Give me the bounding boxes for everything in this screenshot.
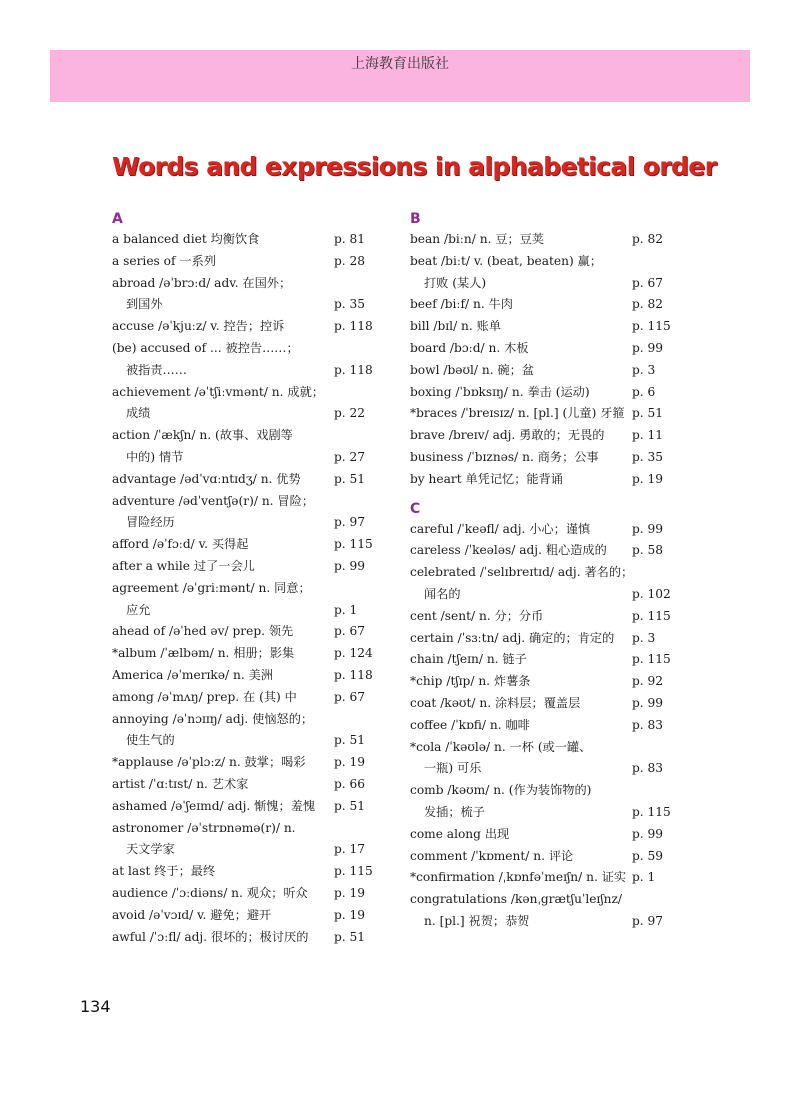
entry-page: p. 118 — [334, 667, 373, 682]
entry-text: come along 出现 — [410, 826, 510, 841]
page-number: 134 — [80, 997, 111, 1016]
entry-page: p. 1 — [334, 602, 358, 617]
entry-text: 成绩 — [126, 406, 151, 421]
entry-text: abroad /əˈbrɔːd/ adv. 在国外； — [112, 275, 292, 290]
entry-page: p. 3 — [632, 630, 656, 645]
entry-page: p. 97 — [334, 515, 366, 530]
entry-page: p. 51 — [632, 406, 664, 421]
entry-text: advantage /ədˈvɑːntɪdʒ/ n. 优势 — [112, 471, 301, 486]
glossary-entry — [112, 861, 384, 883]
glossary-entry — [410, 562, 682, 584]
publisher-name: 上海教育出版社 — [351, 56, 449, 72]
entry-text: *album /ˈælbəm/ n. 相册；影集 — [112, 646, 295, 661]
glossary-entry — [410, 780, 682, 802]
entry-page: p. 28 — [334, 253, 366, 268]
entry-text: avoid /əˈvɔɪd/ v. 避免；避开 — [112, 907, 272, 922]
section-gap — [410, 491, 682, 499]
entry-text: 到国外 — [126, 297, 163, 312]
entry-page: p. 99 — [632, 340, 664, 355]
glossary-entry — [112, 403, 384, 425]
entry-text: 冒险经历 — [126, 515, 175, 530]
entry-text: business /ˈbɪznəs/ n. 商务；公事 — [410, 449, 599, 464]
section-letter-b: B — [410, 211, 421, 227]
entry-text: *cola /ˈkəʊlə/ n. 一杯 (或一罐、 — [410, 739, 592, 754]
publisher-banner — [50, 50, 750, 102]
left-column — [112, 209, 384, 948]
glossary-entry — [410, 469, 682, 491]
entry-page: p. 83 — [632, 717, 664, 732]
section-letter-a: A — [112, 211, 123, 227]
glossary-entry — [410, 316, 682, 338]
entry-page: p. 11 — [632, 428, 664, 443]
glossary-entry — [410, 715, 682, 737]
glossary-entry — [112, 512, 384, 534]
glossary-entry — [112, 534, 384, 556]
glossary-entry — [410, 911, 682, 933]
entry-page: p. 124 — [334, 646, 373, 661]
entry-text: coat /kəʊt/ n. 涂料层；覆盖层 — [410, 695, 581, 710]
glossary-entry — [112, 491, 384, 513]
entry-page: p. 118 — [334, 319, 373, 334]
entry-text: cent /sent/ n. 分；分币 — [410, 608, 544, 623]
glossary-entry — [410, 425, 682, 447]
entry-text: *confirmation /ˌkɒnfəˈmeɪʃn/ n. 证实 — [410, 870, 627, 885]
entry-text: at last 终于；最终 — [112, 864, 216, 879]
entry-text: audience /ˈɔːdiəns/ n. 观众；听众 — [112, 885, 308, 900]
entry-text: beat /biːt/ v. (beat, beaten) 赢； — [410, 253, 602, 268]
entry-text: congratulations /kənˌgrætʃuˈleɪʃnz/ — [410, 892, 623, 907]
glossary-entry — [410, 273, 682, 295]
entry-page: p. 58 — [632, 543, 664, 558]
glossary-entry — [410, 628, 682, 650]
entry-text: artist /ˈɑːtɪst/ n. 艺术家 — [112, 776, 249, 791]
glossary-entry — [112, 338, 384, 360]
glossary-entry — [112, 687, 384, 709]
section-letter-c: C — [410, 500, 421, 517]
entry-text: chain /tʃeɪn/ n. 链子 — [410, 652, 527, 667]
entry-text: by heart 单凭记忆；能背诵 — [410, 471, 563, 486]
glossary-entry — [410, 693, 682, 715]
entry-page: p. 115 — [632, 652, 671, 667]
entry-page: p. 67 — [632, 275, 664, 290]
entry-text: 发插；梳子 — [424, 804, 485, 819]
entry-text: n. [pl.] 祝贺；恭贺 — [424, 913, 530, 928]
entry-text: a balanced diet 均衡饮食 — [112, 232, 260, 246]
entry-text: among /əˈmʌŋ/ prep. 在 (其) 中 — [112, 689, 297, 704]
entry-page: p. 51 — [334, 471, 366, 486]
glossary-entry — [112, 251, 384, 273]
page-title: Words and expressions in alphabetical order — [112, 152, 717, 181]
entry-text: America /əˈmerɪkə/ n. 美洲 — [112, 667, 273, 682]
entry-text: celebrated /ˈselɪbreɪtɪd/ adj. 著名的； — [410, 565, 634, 580]
entry-text: comb /kəʊm/ n. (作为装饰物的) — [410, 783, 592, 798]
entry-page: p. 17 — [334, 842, 366, 857]
entry-text: 一瓶) 可乐 — [424, 761, 482, 776]
entry-page: p. 51 — [334, 798, 366, 813]
entry-text: action /ˈækʃn/ n. (故事、戏剧等 — [112, 428, 293, 443]
entry-page: p. 1 — [632, 870, 656, 885]
glossary-entry — [112, 752, 384, 774]
entry-page: p. 92 — [632, 674, 664, 689]
glossary-entry — [112, 883, 384, 905]
entry-text: (be) accused of ... 被控告……； — [112, 340, 299, 355]
entry-text: 打败 (某人) — [424, 275, 487, 290]
entry-text: achievement /əˈtʃiːvmənt/ n. 成就； — [112, 384, 324, 399]
entry-text: 中的) 情节 — [126, 449, 184, 464]
glossary-entry — [112, 578, 384, 600]
glossary-entry — [112, 273, 384, 295]
glossary-entry — [112, 382, 384, 404]
entry-text: agreement /əˈgriːmənt/ n. 同意； — [112, 580, 311, 595]
glossary-entry — [410, 519, 682, 541]
entry-text: brave /breɪv/ adj. 勇敢的；无畏的 — [410, 428, 605, 443]
entry-text: coffee /ˈkɒfi/ n. 咖啡 — [410, 717, 530, 732]
glossary-entry — [410, 447, 682, 469]
entry-text: bean /biːn/ n. 豆；豆荚 — [410, 232, 545, 246]
glossary-entry — [112, 556, 384, 578]
entry-page: p. 3 — [632, 362, 656, 377]
glossary-entry — [410, 758, 682, 780]
glossary-entry — [112, 294, 384, 316]
entry-page: p. 115 — [334, 864, 373, 879]
entry-text: bowl /bəʊl/ n. 碗；盆 — [410, 362, 535, 377]
glossary-entry — [410, 251, 682, 273]
entry-text: boxing /ˈbɒksɪŋ/ n. 拳击 (运动) — [410, 384, 590, 399]
entry-page: p. 99 — [632, 826, 664, 841]
entry-text: ahead of /əˈhed əv/ prep. 领先 — [112, 624, 294, 639]
glossary-entry — [112, 774, 384, 796]
glossary-entry — [410, 867, 682, 889]
entry-page: p. 67 — [334, 624, 366, 639]
entry-page: p. 35 — [632, 449, 664, 464]
entry-text: careful /ˈkeəfl/ adj. 小心；谨慎 — [410, 521, 591, 536]
entry-text: 闻名的 — [424, 586, 461, 601]
entry-text: *braces /ˈbreɪsɪz/ n. [pl.] (儿童) 牙箍 — [410, 406, 625, 421]
entry-page: p. 115 — [632, 804, 671, 819]
glossary-entry — [410, 889, 682, 911]
entry-text: comment /ˈkɒment/ n. 评论 — [410, 848, 574, 863]
entry-text: 天文学家 — [126, 842, 175, 857]
entry-text: after a while 过了一会儿 — [112, 558, 255, 573]
entry-text: *applause /əˈplɔːz/ n. 鼓掌；喝彩 — [112, 755, 306, 770]
glossary-entry — [112, 927, 384, 949]
entry-page: p. 6 — [632, 384, 656, 399]
entry-page: p. 82 — [632, 297, 664, 312]
glossary-entry — [410, 671, 682, 693]
glossary-entry — [410, 338, 682, 360]
entry-text: awful /ˈɔːfl/ adj. 很坏的；极讨厌的 — [112, 929, 309, 944]
glossary-entry — [112, 818, 384, 840]
entry-page: p. 102 — [632, 586, 671, 601]
entry-page: p. 59 — [632, 848, 664, 863]
entry-text: adventure /ədˈventʃə(r)/ n. 冒险； — [112, 493, 314, 508]
entry-text: bill /bɪl/ n. 账单 — [410, 319, 502, 334]
glossary-entry — [410, 382, 682, 404]
entry-page: p. 35 — [334, 297, 366, 312]
glossary-entry — [410, 606, 682, 628]
entry-text: beef /biːf/ n. 牛肉 — [410, 297, 513, 312]
glossary-entry — [410, 294, 682, 316]
glossary-entry — [112, 730, 384, 752]
entry-text: accuse /əˈkjuːz/ v. 控告；控诉 — [112, 319, 285, 334]
entry-page: p. 51 — [334, 929, 366, 944]
entry-page: p. 19 — [334, 885, 366, 900]
entry-page: p. 66 — [334, 776, 366, 791]
glossary-entry — [410, 403, 682, 425]
glossary-entry — [410, 540, 682, 562]
entry-text: 使生气的 — [126, 733, 175, 748]
entry-text: board /bɔːd/ n. 木板 — [410, 340, 529, 355]
entry-page: p. 82 — [632, 232, 664, 246]
glossary-entry — [410, 824, 682, 846]
glossary-entry — [112, 643, 384, 665]
right-column — [410, 209, 682, 933]
entry-page: p. 22 — [334, 406, 366, 421]
entry-page: p. 115 — [632, 608, 671, 623]
entry-text: 被指责…… — [126, 362, 187, 377]
entry-page: p. 115 — [334, 537, 373, 552]
entry-page: p. 115 — [632, 319, 671, 334]
entry-page: p. 19 — [334, 755, 366, 770]
glossary-entry — [112, 905, 384, 927]
glossary-entry — [410, 846, 682, 868]
entry-text: certain /ˈsɜːtn/ adj. 确定的；肯定的 — [410, 630, 615, 645]
entry-text: astronomer /əˈstrɒnəmə(r)/ n. — [112, 820, 296, 835]
glossary-entry — [112, 839, 384, 861]
entry-text: a series of 一系列 — [112, 253, 216, 268]
glossary-entry — [112, 621, 384, 643]
glossary-entry — [112, 469, 384, 491]
glossary-entry — [410, 649, 682, 671]
entry-page: p. 51 — [334, 733, 366, 748]
glossary-entry — [112, 600, 384, 622]
glossary-entry — [112, 447, 384, 469]
glossary-entry — [410, 802, 682, 824]
entry-page: p. 81 — [334, 232, 366, 246]
entry-page: p. 19 — [632, 471, 664, 486]
glossary-entry — [112, 665, 384, 687]
entry-text: careless /ˈkeələs/ adj. 粗心造成的 — [410, 543, 607, 558]
glossary-entry — [410, 229, 682, 251]
entry-page: p. 99 — [632, 695, 664, 710]
glossary-entry — [112, 360, 384, 382]
entry-text: annoying /əˈnɔɪɪŋ/ adj. 使恼怒的； — [112, 711, 314, 726]
entry-page: p. 19 — [334, 907, 366, 922]
glossary-entry — [112, 316, 384, 338]
entry-text: ashamed /əˈʃeɪmd/ adj. 惭愧；羞愧 — [112, 798, 316, 813]
entry-text: afford /əˈfɔːd/ v. 买得起 — [112, 537, 249, 552]
entry-page: p. 83 — [632, 761, 664, 776]
entry-page: p. 67 — [334, 689, 366, 704]
glossary-entry — [410, 737, 682, 759]
entry-text: 应允 — [126, 602, 151, 617]
glossary-entry — [112, 796, 384, 818]
entry-text: *chip /tʃɪp/ n. 炸薯条 — [410, 674, 531, 689]
glossary-entry — [112, 709, 384, 731]
glossary-entry — [112, 425, 384, 447]
entry-page: p. 118 — [334, 362, 373, 377]
entry-page: p. 99 — [632, 521, 664, 536]
glossary-entry — [410, 584, 682, 606]
entry-page: p. 97 — [632, 913, 664, 928]
entry-page: p. 27 — [334, 449, 366, 464]
glossary-entry — [112, 229, 384, 251]
glossary-entry — [410, 360, 682, 382]
entry-page: p. 99 — [334, 558, 366, 573]
